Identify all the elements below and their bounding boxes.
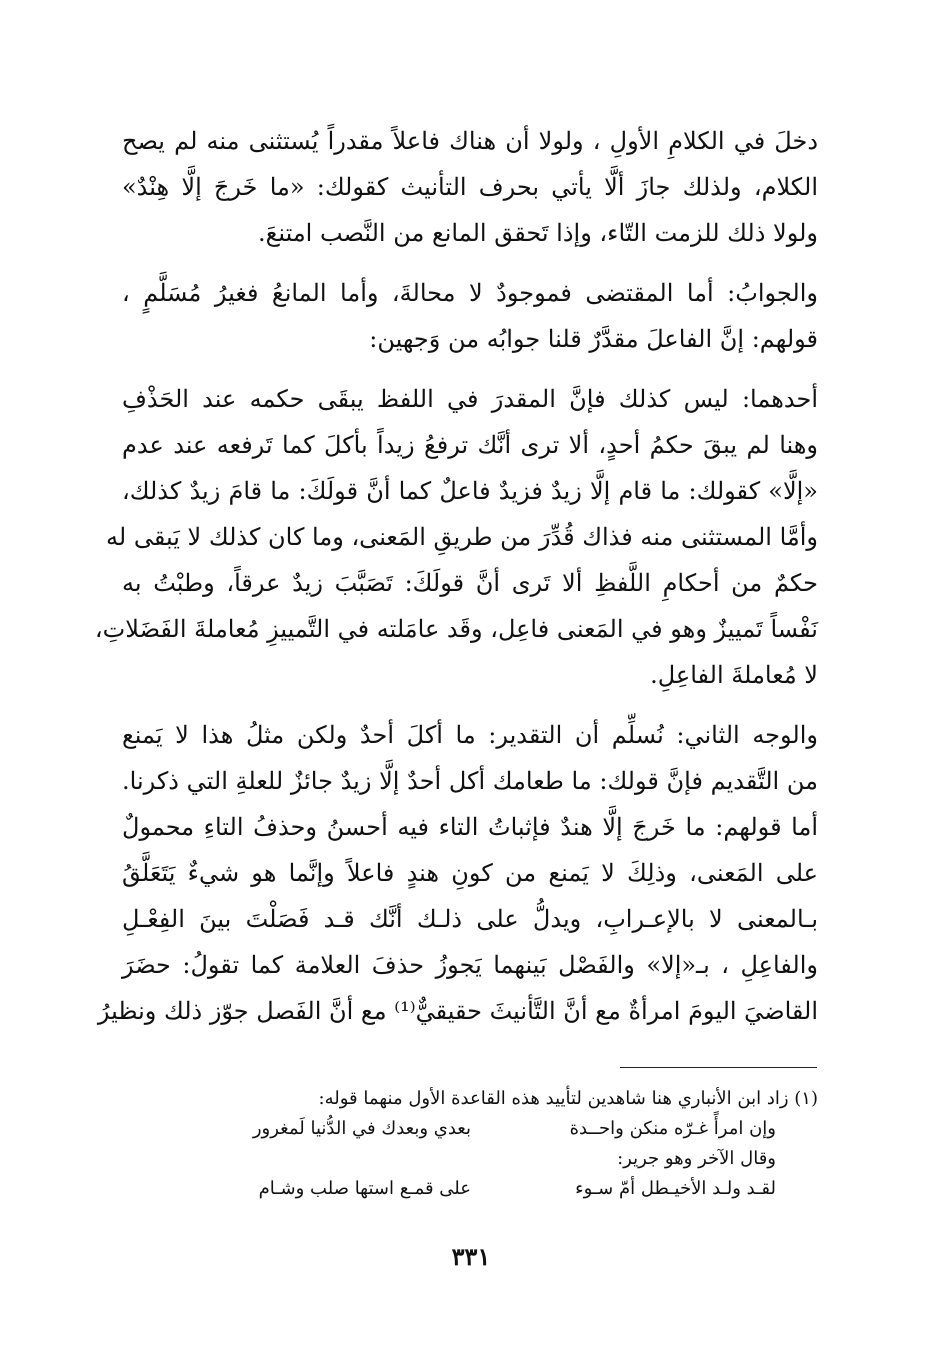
text-line: «إلَّا» كقولك: ما قام إلَّا زيدٌ فزيدٌ فاعلٌ كما أنَّ قولَكَ: ما قامَ زيدٌ كذلك، [122, 477, 818, 505]
paragraph-3 [94, 376, 818, 698]
text-line: نَفْساً تَمييزٌ وهو في المَعنى فاعِل، وقَد عامَلته في التَّمييزِ مُعاملةَ الفَضَلاتِ، [94, 615, 818, 643]
main-text [94, 118, 818, 1034]
footnote-other-intro: وقال الآخر وهو جرير: [617, 1148, 776, 1169]
text-line: من التَّقديم فإنَّ قولك: ما طعامك أكل أحدٌ إلَّا زيدٌ جائزٌ للعلةِ التي ذكرنا. [122, 767, 818, 795]
text-line: القاضيَ اليومَ امرأةٌ مع أنَّ التَّأنيثَ حقيقيٌّ⁽¹⁾ مع أنَّ الفَصل جوّز ذلك ونظيرُ [97, 997, 818, 1025]
text-line: وأمَّا المستثنى منه فذاك قُدِّرَ من طريقِ المَعنى، وما كان كذلك لا يَبقى له [106, 523, 818, 551]
text-line: على المَعنى، وذلِكَ لا يَمنع من كونِ هندٍ فاعلاً وإنَّما هو شيءٌ يَتَعَلَّقُ [122, 859, 818, 887]
text-line: دخلَ في الكلامِ الأولِ ، ولولا أن هناك فاعلاً مقدراً يُستثنى منه لم يصح [122, 127, 818, 155]
verse-second-hemistich: على قمـع استها صلب وشـام [258, 1178, 471, 1199]
paragraph-2 [122, 270, 818, 362]
verse-first-hemistich: لقـد ولـد الأخيـطل أمّ سـوء [575, 1178, 776, 1199]
text-line: أما قولهم: ما خَرجَ إلَّا هندٌ فإثباتُ التاء فيه أحسنُ وحذفُ التاءِ محمولٌ [122, 813, 818, 841]
text-line: الكلام، ولذلك جازَ ألَّا يأتي بحرف التأنيث كقولك: «ما خَرجَ إلَّا هِنْدٌ» [122, 173, 818, 201]
text-line: أحدهما: ليس كذلك فإنَّ المقدرَ في اللفظ يبقَى حكمه عند الحَذْفِ [122, 385, 818, 413]
text-line: والفاعِلِ ، بـ«إلا» والفَصْل بَينهما يَجوزُ حذفَ العلامة كما تقولُ: حضَرَ [122, 951, 818, 979]
verse-second-hemistich: بعدي وبعدك في الدُّنيا لَمغرور [252, 1118, 471, 1139]
verse-first-hemistich: وإن امرأً غـرّه منكن واحــدة [569, 1118, 776, 1139]
footnote-intro: (١) زاد ابن الأنباري هنا شاهدين لتأييد هذه القاعدة الأول منهما قوله: [318, 1088, 818, 1109]
footnote-verse [150, 1174, 818, 1204]
text-line: والوجه الثاني: نُسلِّم أن التقدير: ما أكلَ أحدٌ ولكن مثلُ هذا لا يَمنع [122, 721, 818, 749]
text-line: قولهم: إنَّ الفاعلَ مقدَّرٌ قلنا جوابُه من وَجهين: [369, 325, 818, 353]
text-line: ولولا ذلك للزمت التّاء، وإذا تَحقق المانع من النَّصب امتنعَ. [257, 219, 818, 247]
page-number: ٣٣١ [451, 1242, 491, 1271]
paragraph-1 [122, 118, 818, 256]
text-line: وهنا لم يبقَ حكمُ أحدٍ، ألا ترى أنَّك ترفعُ زيداً بأكلَ كما تَرفعه عند عدم [122, 431, 818, 459]
paragraph-4 [97, 712, 818, 1034]
text-line: بـالمعنى لا بالإعـرابِ، ويدلُّ على ذلـك أنَّك قـد فَصَلْتَ بينَ الفِعْـلِ [122, 905, 818, 933]
text-line: حكمٌ من أحكامِ اللَّفظِ ألا تَرى أنَّ قولَكَ: تَصَبَّبَ زيدٌ عرقاً، وطبْتُ به [122, 569, 818, 597]
text-line: والجوابُ: أما المقتضى فموجودٌ لا محالةَ، وأما المانعُ فغيرُ مُسَلَّمٍ ، [122, 279, 818, 307]
footnote-verse [150, 1114, 818, 1144]
footnote-divider [620, 1067, 817, 1068]
text-line: لا مُعاملةَ الفاعِلِ. [650, 661, 818, 689]
footnotes [150, 1084, 818, 1204]
